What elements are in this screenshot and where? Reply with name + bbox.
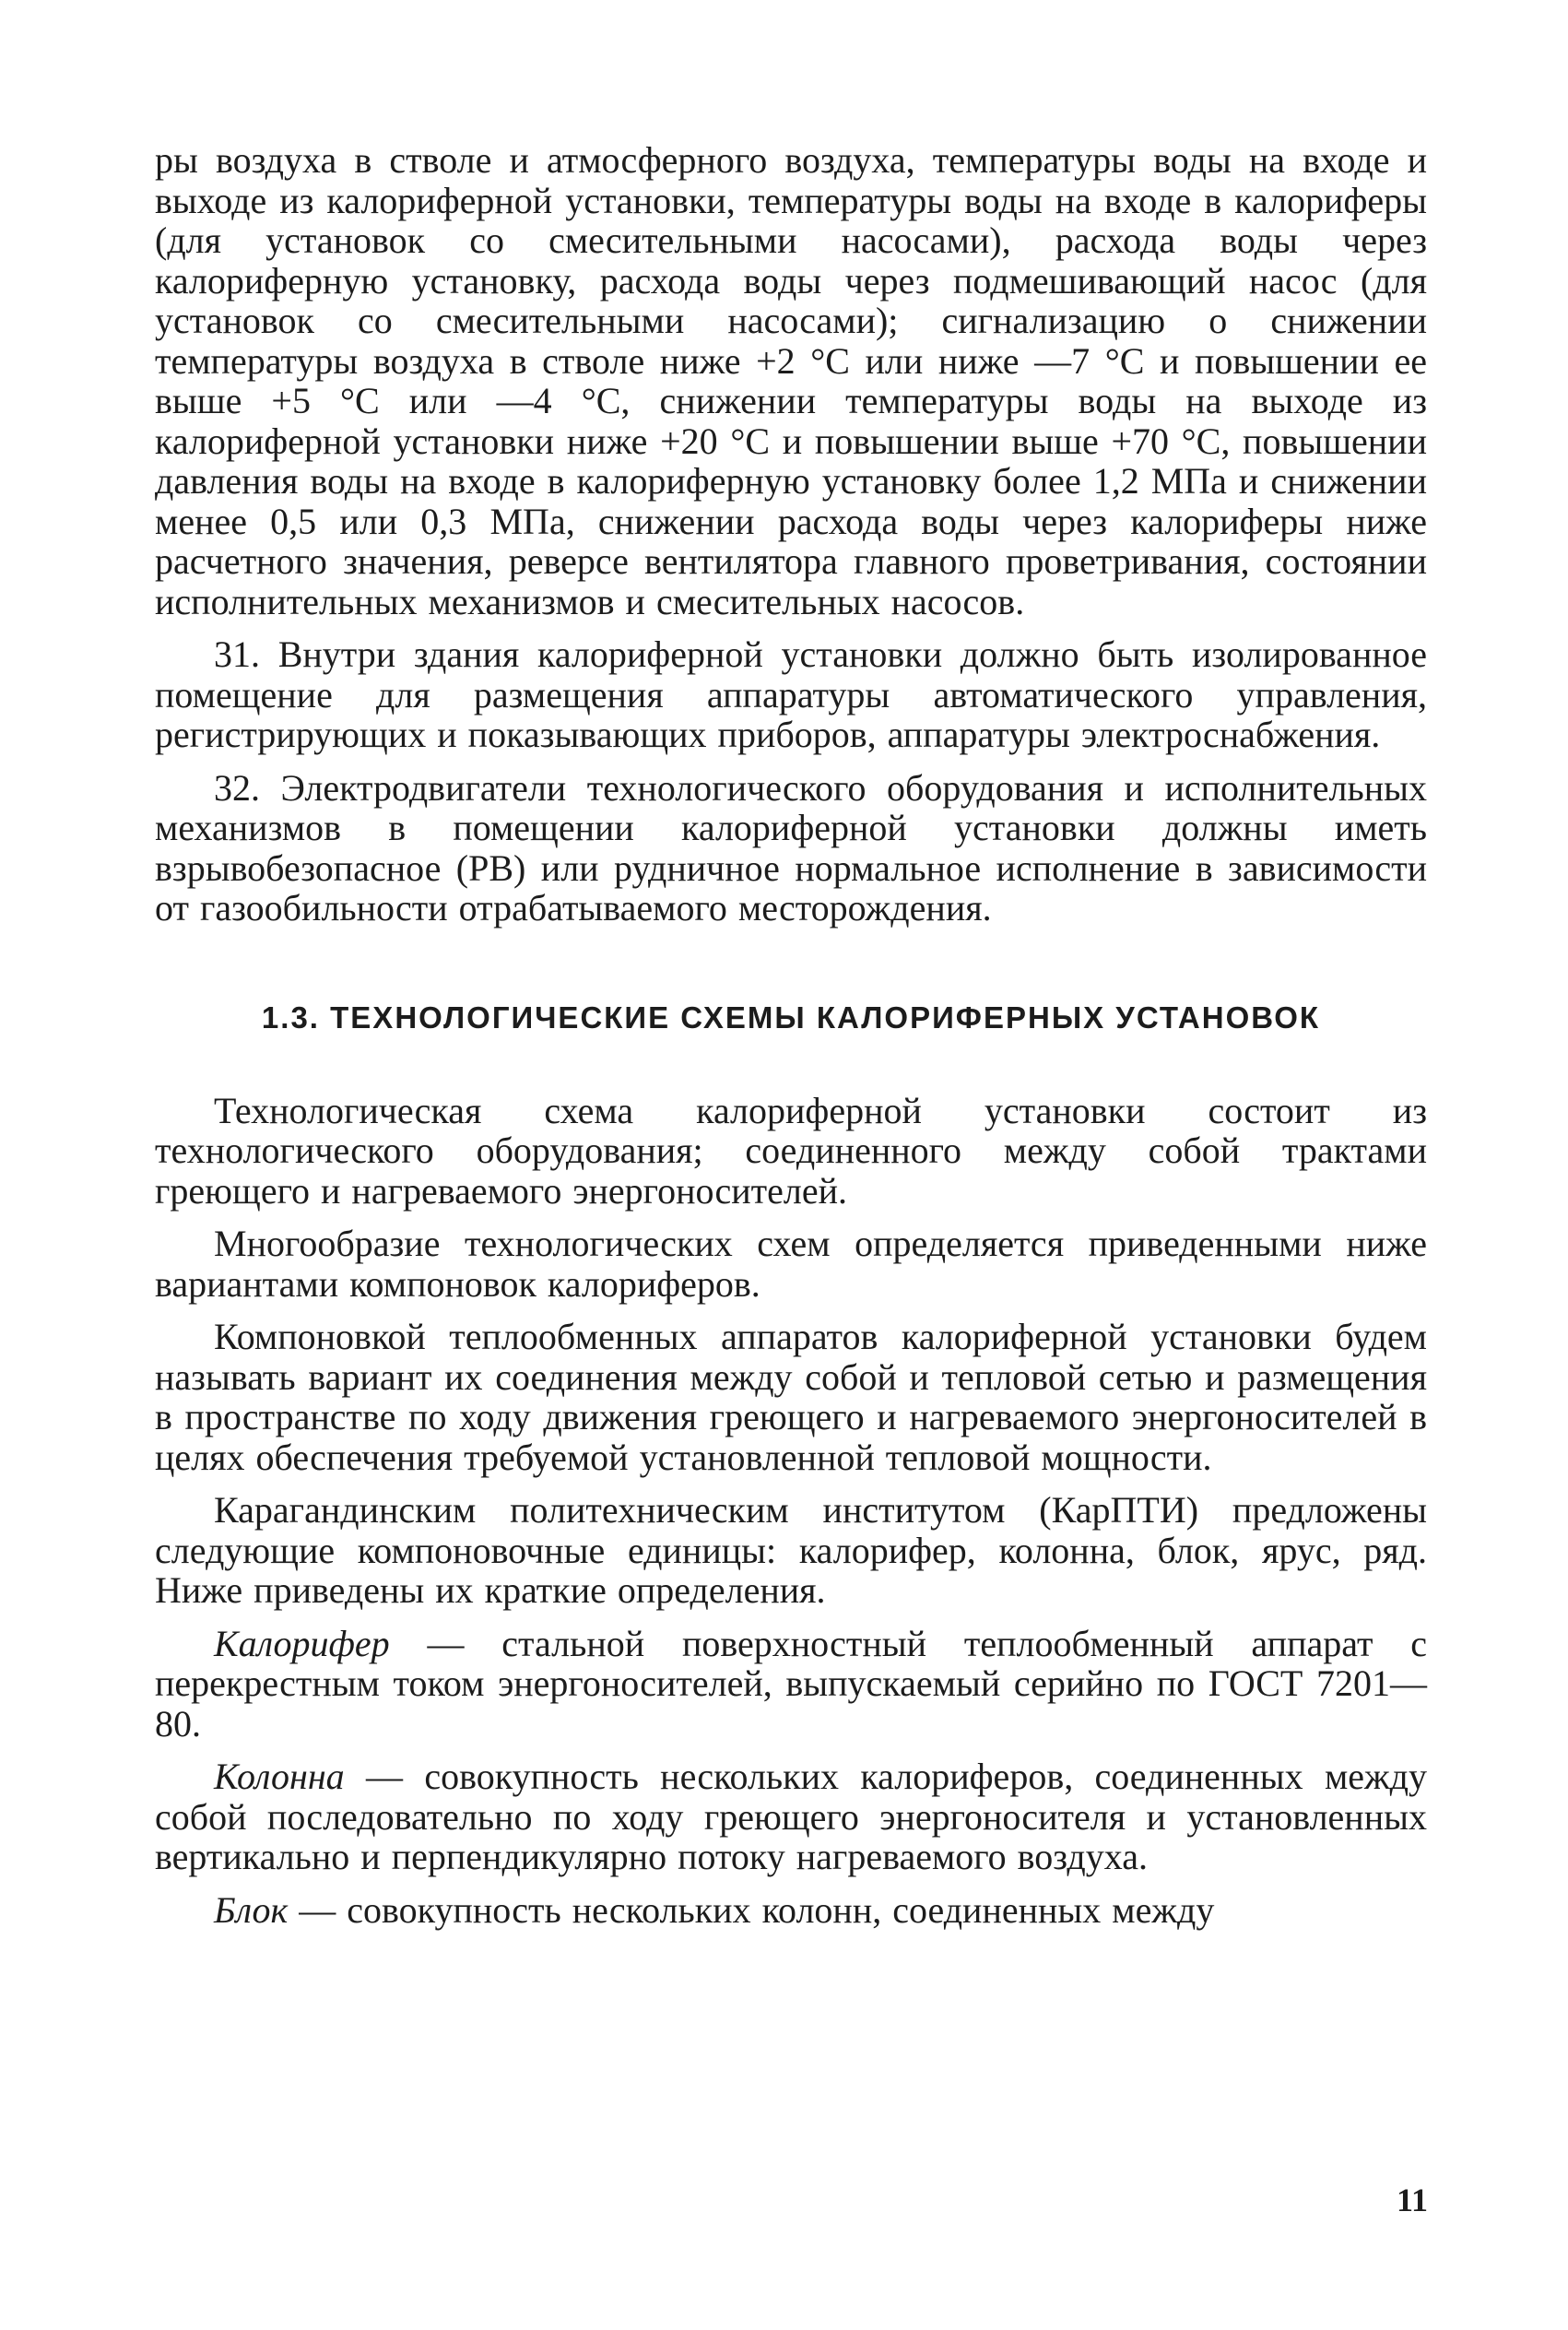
definition-text: — стальной поверхностный теплообменный аппарат с перекрестным током энергоносителей, выпускаемый серийно по ГОСТ 7201—80.: [155, 1622, 1427, 1745]
paragraph-continuation: ры воздуха в стволе и атмосферного воздуха, температуры воды на входе и выходе из калориферной установки, температуры воды на входе в калориферы (для установок со смесительными насосами), расхода воды через калориферную установку, расхода воды через подмешивающий насос (для установок со смесительными насосами); сигнализацию о снижении температуры воздуха в стволе ниже +2 °С или ниже —7 °С и повышении ее выше +5 °С или —4 °С, снижении температуры воды на выходе из калориферной установки ниже +20 °С и повышении выше +70 °С, повышении давления воды на входе в калориферную установку более 1,2 МПа и снижении менее 0,5 или 0,3 МПа, снижении расхода воды через калориферы ниже расчетного значения, реверсе вентилятора главного проветривания, состоянии исполнительных механизмов и смесительных насосов.: [155, 139, 1427, 622]
paragraph-item-32: 32. Электродвигатели технологического оборудования и исполнительных механизмов в помещении калориферной установки должны иметь взрывобезопасное (РВ) или рудничное нормальное исполнение в зависимости от газообильности отрабатываемого месторождения.: [155, 766, 1427, 928]
definition-text: — совокупность нескольких калориферов, соединенных между собой последовательно по ходу греющего энергоносителя и установленных вертикально и перпендикулярно потоку нагреваемого воздуха.: [155, 1756, 1427, 1877]
paragraph-karpti: Карагандинским политехническим институтом (КарПТИ) предложены следующие компоновочные единицы: калорифер, колонна, блок, ярус, ряд. Ниже приведены их краткие определения.: [155, 1489, 1427, 1611]
definition-term: Блок: [214, 1888, 289, 1931]
definition-text: — совокупность нескольких колонн, соединенных между: [288, 1888, 1215, 1931]
paragraph-item-31: 31. Внутри здания калориферной установки должно быть изолированное помещение для размещения аппаратуры автоматического управления, регистрирующих и показывающих приборов, аппаратуры электроснабжения.: [155, 633, 1427, 755]
definition-column: [155, 1756, 1427, 1877]
page-number: 11: [1396, 2182, 1428, 2218]
paragraph-scheme-definition: Технологическая схема калориферной установки состоит из технологического оборудования; соединенного между собой трактами греющего и нагреваемого энергоносителей.: [155, 1089, 1427, 1212]
paragraph-layout-definition: Компоновкой теплообменных аппаратов калориферной установки будем называть вариант их соединения между собой и тепловой сетью и размещения в пространстве по ходу движения греющего и нагреваемого энергоносителей в целях обеспечения требуемой установленной тепловой мощности.: [155, 1316, 1427, 1478]
definition-term: Колонна: [214, 1756, 345, 1797]
definition-block: [155, 1890, 1427, 1931]
paragraph-variety: Многообразие технологических схем определяется приведенными ниже вариантами компоновок калориферов.: [155, 1223, 1427, 1305]
section-heading: 1.3. ТЕХНОЛОГИЧЕСКИЕ СХЕМЫ КАЛОРИФЕРНЫХ УСТАНОВОК: [261, 999, 1321, 1035]
definition-term: Калорифер: [214, 1622, 390, 1664]
definition-heater: [155, 1624, 1427, 1745]
page-content: [155, 140, 1427, 1943]
